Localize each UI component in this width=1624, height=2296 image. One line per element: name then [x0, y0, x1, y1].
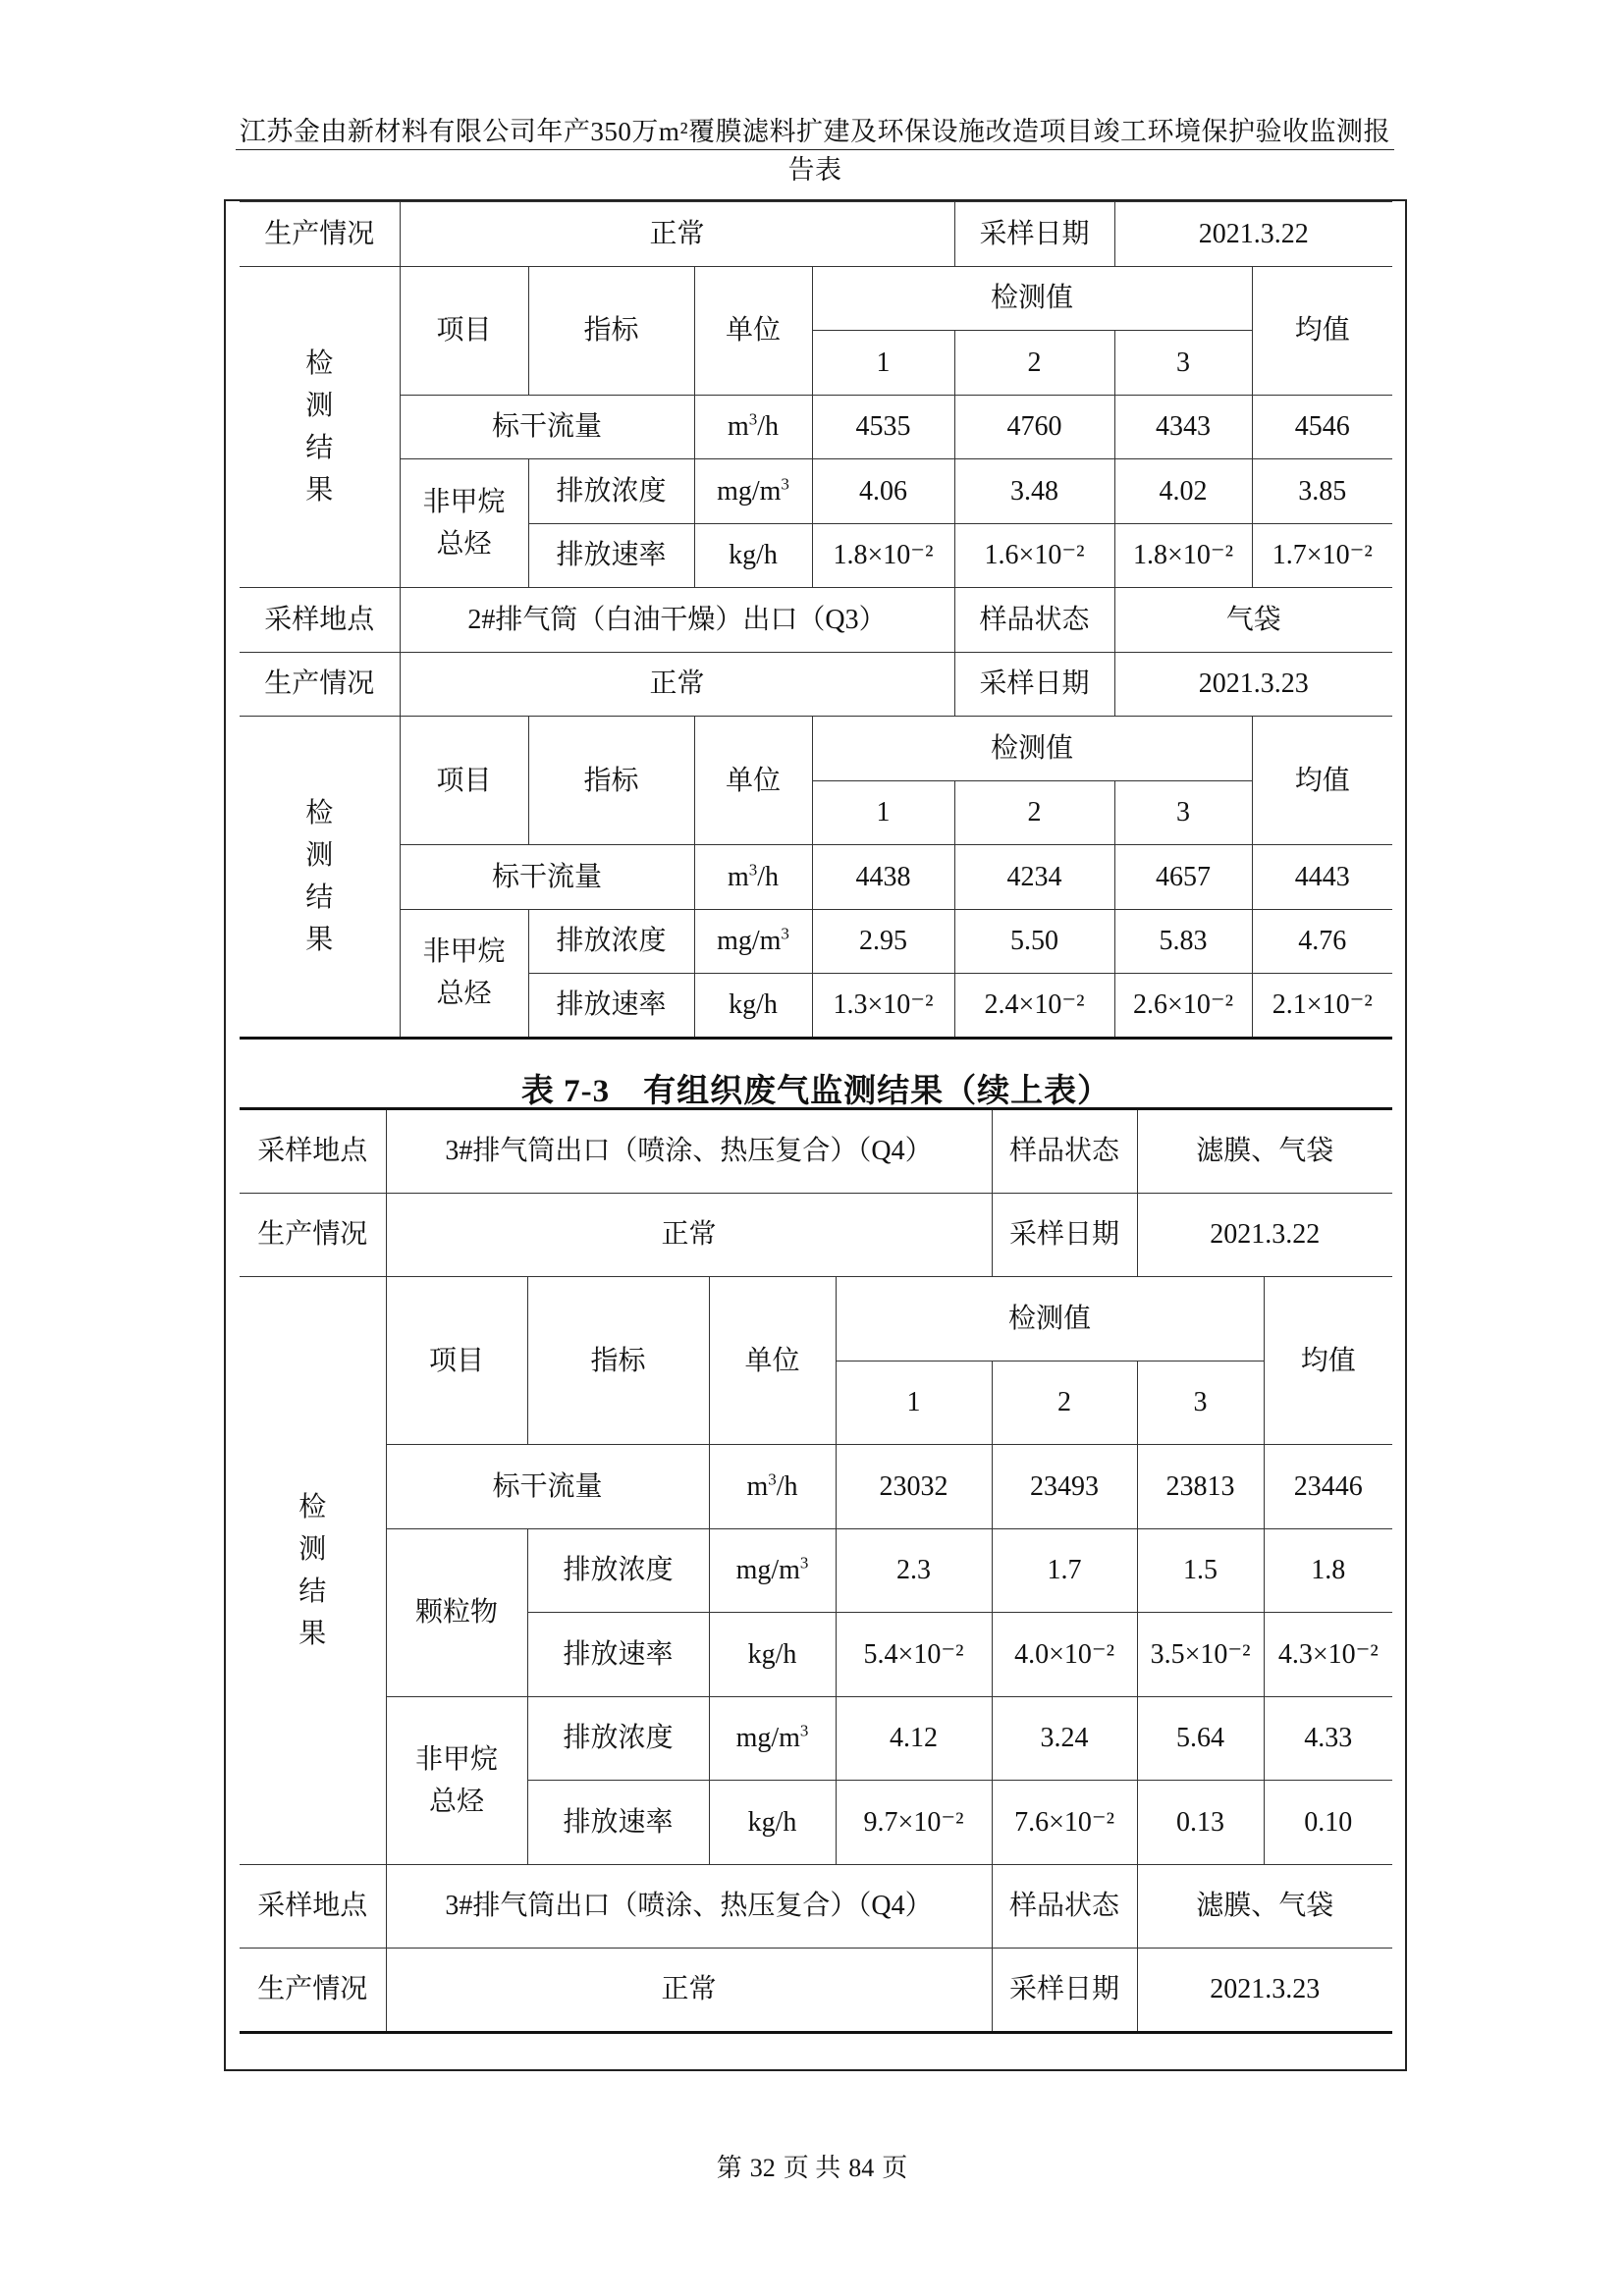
unit-concentration: $mg/m^3$ — [694, 909, 812, 974]
page-footer — [0, 2148, 1624, 2184]
monitoring-table-upper — [240, 201, 1392, 1040]
label-production: 生产情况 — [240, 1193, 386, 1277]
col-3: 3 — [1137, 1361, 1264, 1445]
label-item: 项目 — [400, 717, 528, 845]
label-results: 检 测 结 果 — [240, 717, 400, 1039]
label-rate: 排放速率 — [528, 523, 694, 588]
header-rule — [236, 149, 1394, 150]
rate-average: 0.10 — [1264, 1781, 1392, 1865]
col-1: 1 — [836, 1361, 992, 1445]
label-concentration: 排放浓度 — [527, 1528, 709, 1613]
rate-value: 1.3×10⁻² — [812, 974, 954, 1039]
rate-value: 9.7×10⁻² — [836, 1781, 992, 1865]
sample-state-value: 滤膜、气袋 — [1137, 1109, 1392, 1194]
col-1: 1 — [812, 780, 954, 845]
unit-concentration: $mg/m^3$ — [709, 1528, 836, 1613]
flow-average: 4546 — [1252, 395, 1392, 459]
unit-concentration: $mg/m^3$ — [694, 459, 812, 524]
label-sampling-date: 采样日期 — [992, 1193, 1137, 1277]
rate-value: 2.4×10⁻² — [954, 974, 1114, 1039]
label-results: 检 测 结 果 — [240, 266, 400, 588]
label-indicator: 指标 — [528, 717, 694, 845]
table-caption: 表 7-3 有组织废气监测结果（续上表） — [520, 1074, 1111, 1109]
page-prefix: 第 — [716, 2154, 742, 2182]
label-sampling-site: 采样地点 — [240, 588, 400, 653]
flow-value: 4535 — [812, 395, 954, 459]
sampling-site-value: 2#排气筒（白油干燥）出口（Q3） — [400, 588, 954, 653]
page-header: 江苏金由新材料有限公司年产350万m²覆膜滤料扩建及环保设施改造项目竣工环境保护验收监测报告表 — [239, 117, 1391, 185]
conc-average: 4.76 — [1252, 909, 1392, 974]
conc-value: 3.48 — [954, 459, 1114, 524]
label-results: 检 测 结 果 — [240, 1277, 386, 1865]
sampling-site-value: 3#排气筒出口（喷涂、热压复合）（Q4） — [386, 1864, 992, 1949]
label-nmhc: 非甲烷 总烃 — [386, 1696, 527, 1864]
label-measured: 检测值 — [836, 1277, 1264, 1362]
unit-flow: $m^3/h$ — [694, 845, 812, 910]
production-value: 正常 — [386, 1193, 992, 1277]
label-sample-state: 样品状态 — [954, 588, 1114, 653]
label-unit: 单位 — [694, 717, 812, 845]
flow-value: 23032 — [836, 1445, 992, 1529]
sampling-date-value: 2021.3.23 — [1137, 1949, 1392, 2033]
unit-concentration: $mg/m^3$ — [709, 1696, 836, 1781]
col-2: 2 — [954, 780, 1114, 845]
sampling-date-value: 2021.3.22 — [1114, 202, 1392, 267]
label-indicator: 指标 — [527, 1277, 709, 1445]
unit-flow: $m^3/h$ — [709, 1445, 836, 1529]
conc-value: 1.5 — [1137, 1528, 1264, 1613]
page-mid: 页 共 — [783, 2154, 841, 2182]
label-production: 生产情况 — [240, 202, 400, 267]
unit-rate: kg/h — [709, 1781, 836, 1865]
rate-value: 4.0×10⁻² — [992, 1613, 1137, 1697]
col-2: 2 — [992, 1361, 1137, 1445]
flow-value: 4438 — [812, 845, 954, 910]
label-rate: 排放速率 — [528, 974, 694, 1039]
conc-value: 2.3 — [836, 1528, 992, 1613]
page-number: 32 — [749, 2154, 776, 2182]
flow-average: 23446 — [1264, 1445, 1392, 1529]
conc-average: 1.8 — [1264, 1528, 1392, 1613]
label-sample-state: 样品状态 — [992, 1109, 1137, 1194]
rate-value: 2.6×10⁻² — [1114, 974, 1252, 1039]
label-flow: 标干流量 — [386, 1445, 709, 1529]
col-1: 1 — [812, 331, 954, 396]
rate-value: 1.8×10⁻² — [812, 523, 954, 588]
rate-value: 5.4×10⁻² — [836, 1613, 992, 1697]
flow-value: 4760 — [954, 395, 1114, 459]
conc-average: 4.33 — [1264, 1696, 1392, 1781]
unit-rate: kg/h — [709, 1613, 836, 1697]
unit-rate: kg/h — [694, 974, 812, 1039]
label-rate: 排放速率 — [527, 1613, 709, 1697]
label-sampling-date: 采样日期 — [992, 1949, 1137, 2033]
conc-value: 4.02 — [1114, 459, 1252, 524]
col-2: 2 — [954, 331, 1114, 396]
label-measured: 检测值 — [812, 266, 1252, 331]
flow-average: 4443 — [1252, 845, 1392, 910]
rate-value: 1.6×10⁻² — [954, 523, 1114, 588]
label-average: 均值 — [1252, 717, 1392, 845]
col-3: 3 — [1114, 331, 1252, 396]
production-value: 正常 — [386, 1949, 992, 2033]
sample-state-value: 气袋 — [1114, 588, 1392, 653]
flow-value: 4234 — [954, 845, 1114, 910]
label-average: 均值 — [1264, 1277, 1392, 1445]
label-unit: 单位 — [694, 266, 812, 395]
label-sample-state: 样品状态 — [992, 1864, 1137, 1949]
label-sampling-site: 采样地点 — [240, 1864, 386, 1949]
label-indicator: 指标 — [528, 266, 694, 395]
monitoring-table-lower — [240, 1107, 1392, 2034]
label-production: 生产情况 — [240, 1949, 386, 2033]
flow-value: 4657 — [1114, 845, 1252, 910]
conc-value: 1.7 — [992, 1528, 1137, 1613]
unit-rate: kg/h — [694, 523, 812, 588]
label-flow: 标干流量 — [400, 845, 694, 910]
rate-value: 3.5×10⁻² — [1137, 1613, 1264, 1697]
rate-average: 1.7×10⁻² — [1252, 523, 1392, 588]
label-concentration: 排放浓度 — [527, 1696, 709, 1781]
conc-value: 5.64 — [1137, 1696, 1264, 1781]
production-value: 正常 — [400, 202, 954, 267]
rate-average: 2.1×10⁻² — [1252, 974, 1392, 1039]
page-suffix: 页 — [882, 2154, 908, 2182]
production-value: 正常 — [400, 652, 954, 717]
conc-value: 3.24 — [992, 1696, 1137, 1781]
conc-value: 5.50 — [954, 909, 1114, 974]
label-average: 均值 — [1252, 266, 1392, 395]
label-sampling-date: 采样日期 — [954, 652, 1114, 717]
conc-average: 3.85 — [1252, 459, 1392, 524]
label-rate: 排放速率 — [527, 1781, 709, 1865]
label-production: 生产情况 — [240, 652, 400, 717]
rate-value: 7.6×10⁻² — [992, 1781, 1137, 1865]
label-sampling-date: 采样日期 — [954, 202, 1114, 267]
label-measured: 检测值 — [812, 717, 1252, 781]
sampling-date-value: 2021.3.23 — [1114, 652, 1392, 717]
conc-value: 2.95 — [812, 909, 954, 974]
label-flow: 标干流量 — [400, 395, 694, 459]
flow-value: 4343 — [1114, 395, 1252, 459]
sampling-date-value: 2021.3.22 — [1137, 1193, 1392, 1277]
label-item: 项目 — [386, 1277, 527, 1445]
label-concentration: 排放浓度 — [528, 909, 694, 974]
flow-value: 23813 — [1137, 1445, 1264, 1529]
unit-flow: $m^3/h$ — [694, 395, 812, 459]
sample-state-value: 滤膜、气袋 — [1137, 1864, 1392, 1949]
sampling-site-value: 3#排气筒出口（喷涂、热压复合）（Q4） — [386, 1109, 992, 1194]
conc-value: 5.83 — [1114, 909, 1252, 974]
conc-value: 4.12 — [836, 1696, 992, 1781]
rate-value: 0.13 — [1137, 1781, 1264, 1865]
label-nmhc: 非甲烷 总烃 — [400, 459, 528, 588]
page-total: 84 — [848, 2154, 875, 2182]
flow-value: 23493 — [992, 1445, 1137, 1529]
label-nmhc: 非甲烷 总烃 — [400, 909, 528, 1038]
rate-average: 4.3×10⁻² — [1264, 1613, 1392, 1697]
label-sampling-site: 采样地点 — [240, 1109, 386, 1194]
label-unit: 单位 — [709, 1277, 836, 1445]
label-particulate: 颗粒物 — [386, 1528, 527, 1696]
rate-value: 1.8×10⁻² — [1114, 523, 1252, 588]
label-item: 项目 — [400, 266, 528, 395]
label-concentration: 排放浓度 — [528, 459, 694, 524]
col-3: 3 — [1114, 780, 1252, 845]
conc-value: 4.06 — [812, 459, 954, 524]
